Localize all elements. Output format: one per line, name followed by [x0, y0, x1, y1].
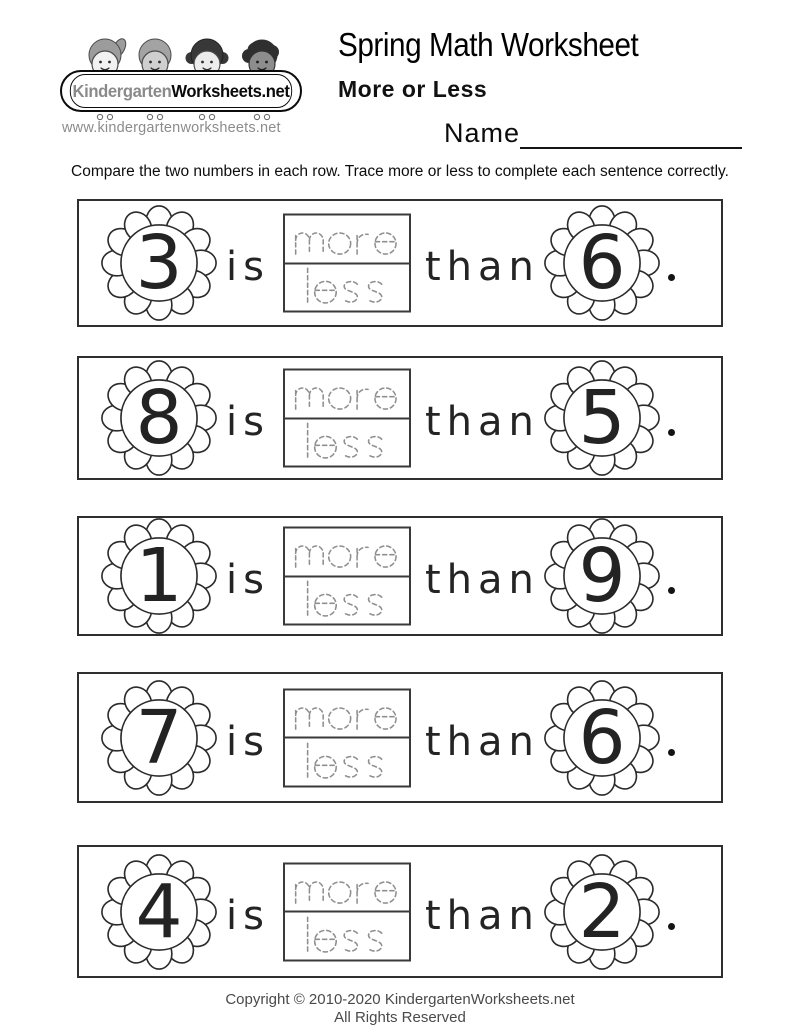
flower-right — [543, 679, 661, 797]
word-than: than — [425, 244, 540, 290]
worksheet-row — [77, 516, 723, 636]
worksheet-row — [77, 672, 723, 803]
worksheet-row — [77, 845, 723, 978]
trace-more-cell[interactable] — [285, 690, 409, 737]
right-number: 5 — [578, 375, 626, 461]
trace-more-cell[interactable] — [285, 371, 409, 418]
logo-text-kindergarten: Kindergarten — [72, 80, 172, 101]
trace-more-cell[interactable] — [285, 864, 409, 911]
footer — [0, 991, 800, 1028]
left-number: 3 — [135, 220, 183, 306]
logo-banner — [60, 70, 302, 112]
trace-less-cell[interactable] — [285, 417, 409, 466]
right-number: 2 — [578, 868, 626, 955]
sentence-period — [668, 429, 675, 436]
left-number: 4 — [135, 868, 183, 955]
logo-url: www.kindergartenworksheets.net — [62, 120, 281, 136]
flower-left — [100, 517, 218, 635]
word-than: than — [425, 557, 540, 603]
logo-text-worksheets: Worksheets.net — [171, 80, 290, 101]
name-label: Name — [444, 118, 521, 148]
trace-box — [283, 214, 411, 313]
trace-less-cell[interactable] — [285, 911, 409, 960]
word-than: than — [425, 399, 540, 445]
sentence-period — [668, 749, 675, 756]
sentence-period — [668, 274, 675, 281]
flower-right — [543, 517, 661, 635]
name-blank-line[interactable] — [520, 121, 742, 149]
word-is: is — [226, 244, 270, 290]
right-number: 6 — [578, 694, 626, 781]
word-is: is — [226, 892, 270, 939]
trace-more-cell[interactable] — [285, 529, 409, 576]
word-is: is — [226, 718, 270, 765]
worksheet-row — [77, 199, 723, 327]
site-logo — [56, 16, 308, 148]
word-than: than — [425, 892, 540, 939]
instructions-text: Compare the two numbers in each row. Trace more or less to complete each sentence correctly. — [71, 163, 729, 180]
word-than: than — [425, 718, 540, 765]
trace-less-cell[interactable] — [285, 262, 409, 311]
right-number: 6 — [578, 220, 626, 306]
word-is: is — [226, 399, 270, 445]
trace-less-cell[interactable] — [285, 737, 409, 786]
copyright-line: Copyright © 2010-2020 KindergartenWorksheets.net — [225, 991, 575, 1008]
left-number: 1 — [135, 533, 183, 619]
flower-left — [100, 204, 218, 322]
word-is: is — [226, 557, 270, 603]
trace-more-cell[interactable] — [285, 216, 409, 263]
flower-right — [543, 359, 661, 477]
flower-right — [543, 204, 661, 322]
right-number: 9 — [578, 533, 626, 619]
left-number: 7 — [135, 694, 183, 781]
worksheet-row — [77, 356, 723, 480]
trace-less-cell[interactable] — [285, 575, 409, 624]
trace-box — [283, 688, 411, 787]
trace-box — [283, 527, 411, 626]
sentence-period — [668, 587, 675, 594]
page-subtitle: More or Less — [338, 76, 488, 102]
trace-box — [283, 369, 411, 468]
page-title: Spring Math Worksheet — [338, 26, 639, 63]
sentence-period — [668, 923, 675, 930]
trace-box — [283, 862, 411, 961]
flower-right — [543, 853, 661, 971]
flower-left — [100, 679, 218, 797]
name-field — [444, 118, 742, 149]
flower-left — [100, 853, 218, 971]
left-number: 8 — [135, 375, 183, 461]
flower-left — [100, 359, 218, 477]
rights-line: All Rights Reserved — [334, 1009, 466, 1027]
